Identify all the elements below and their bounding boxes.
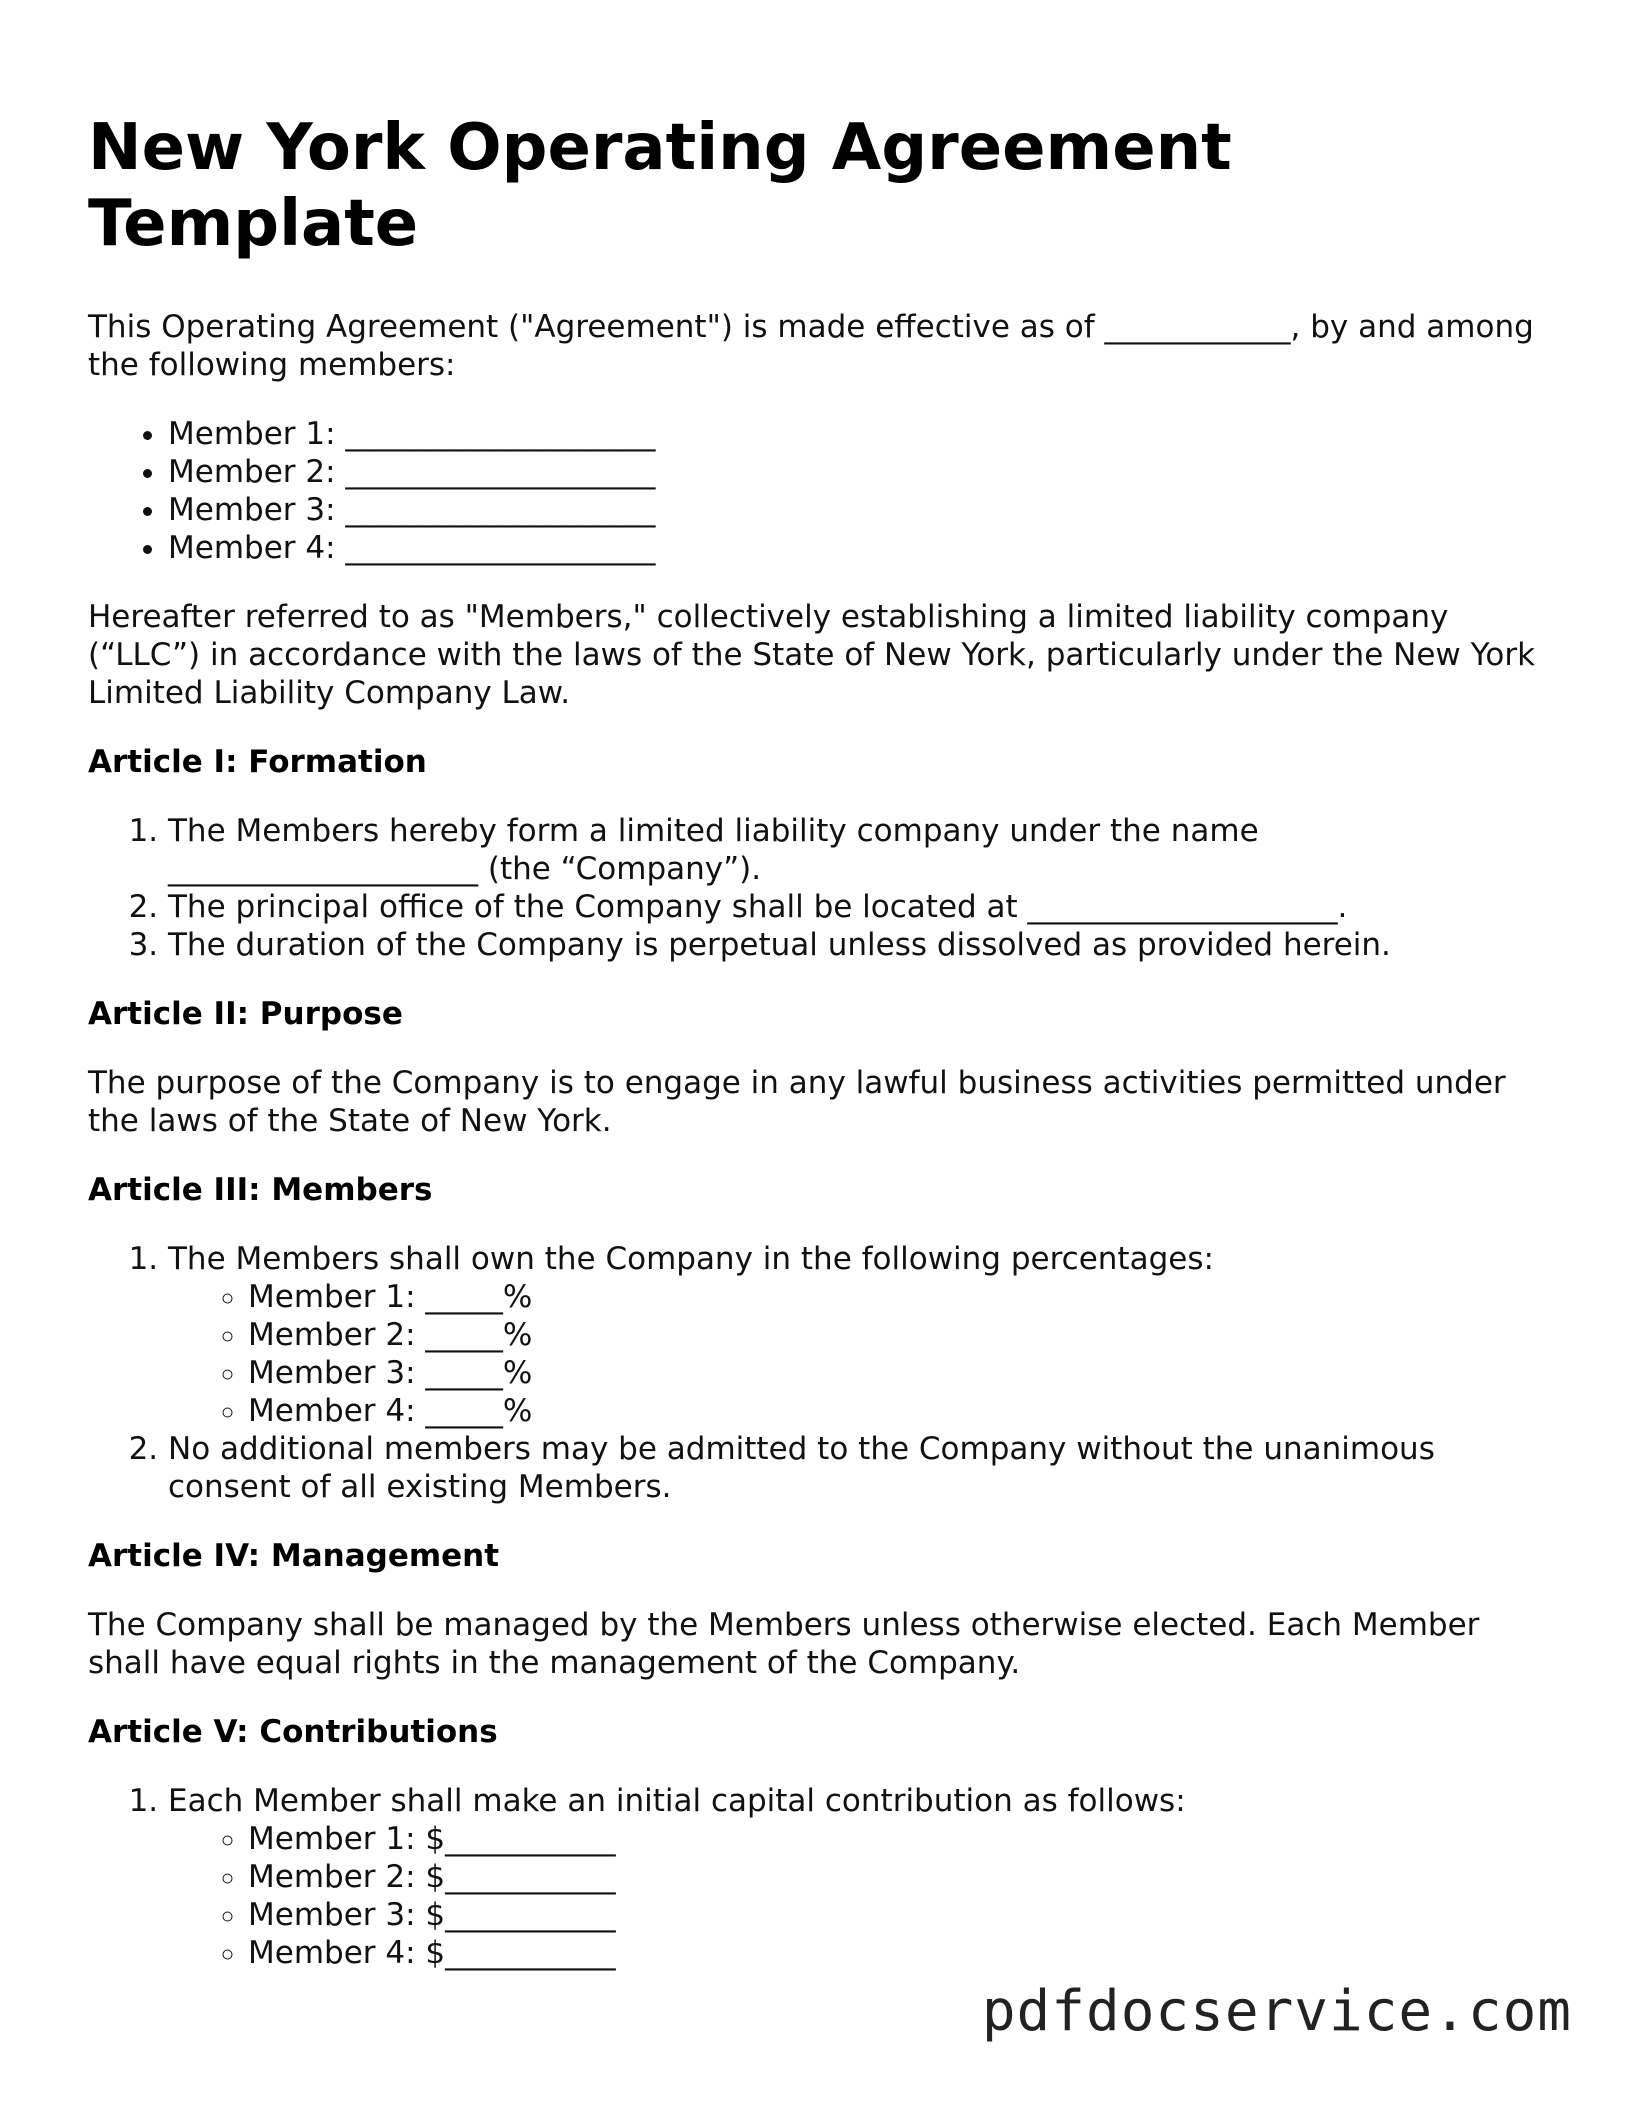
member-item: • Member 1: ____________________ [168, 415, 1548, 453]
percentage-item: ◦ Member 3: _____% [248, 1354, 1548, 1392]
article-1-item: 2. The principal office of the Company shall be located at ____________________. [168, 888, 1548, 926]
article-5-list [88, 1782, 1548, 1972]
percentage-item: ◦ Member 1: _____% [248, 1278, 1548, 1316]
contribution-item: ◦ Member 2: $___________ [248, 1858, 1548, 1896]
article-1-item: 1. The Members hereby form a limited liability company under the name ____________________ (the “Company”). [168, 812, 1548, 888]
article-1-item: 3. The duration of the Company is perpetual unless dissolved as provided herein. [168, 926, 1548, 964]
member-item: • Member 3: ____________________ [168, 491, 1548, 529]
intro-paragraph: This Operating Agreement ("Agreement") is made effective as of ____________, by and among the following members: [88, 309, 1534, 383]
article-5-item-text: Each Member shall make an initial capital contribution as follows: [168, 1783, 1186, 1819]
document-page [88, 110, 1548, 2003]
article-3-list [88, 1240, 1548, 1506]
article-4-heading: Article IV: Management [88, 1538, 500, 1574]
article-5-heading: Article V: Contributions [88, 1714, 498, 1750]
watermark: pdfdocservice.com [981, 1979, 1572, 2044]
contribution-item: ◦ Member 4: $___________ [248, 1934, 1548, 1972]
article-4-text: The Company shall be managed by the Members unless otherwise elected. Each Member shall have equal rights in the management of the Company. [88, 1607, 1480, 1681]
article-3-item: 2. No additional members may be admitted to the Company without the unanimous consent of all existing Members. [168, 1430, 1548, 1506]
article-3-heading: Article III: Members [88, 1172, 433, 1208]
article-1-heading: Article I: Formation [88, 744, 427, 780]
contributions-list [168, 1820, 1548, 1972]
article-3-item-text: The Members shall own the Company in the following percentages: [168, 1241, 1214, 1277]
contribution-item: ◦ Member 1: $___________ [248, 1820, 1548, 1858]
article-5-item [168, 1782, 1548, 1972]
article-3-item [168, 1240, 1548, 1430]
contribution-item: ◦ Member 3: $___________ [248, 1896, 1548, 1934]
document-title: New York Operating Agreement Template [88, 111, 1232, 261]
hereafter-paragraph: Hereafter referred to as "Members," collectively establishing a limited liability company (“LLC”) in accordance with the laws of the State of New York, particularly under the New York Limited Liability Company Law. [88, 599, 1536, 711]
percentage-item: ◦ Member 2: _____% [248, 1316, 1548, 1354]
member-item: • Member 4: ____________________ [168, 529, 1548, 567]
percentages-list [168, 1278, 1548, 1430]
percentage-item: ◦ Member 4: _____% [248, 1392, 1548, 1430]
member-item: • Member 2: ____________________ [168, 453, 1548, 491]
article-2-text: The purpose of the Company is to engage in any lawful business activities permitted under the laws of the State of New York. [88, 1065, 1506, 1139]
article-1-list [88, 812, 1548, 964]
members-list [88, 415, 1548, 567]
article-2-heading: Article II: Purpose [88, 996, 403, 1032]
